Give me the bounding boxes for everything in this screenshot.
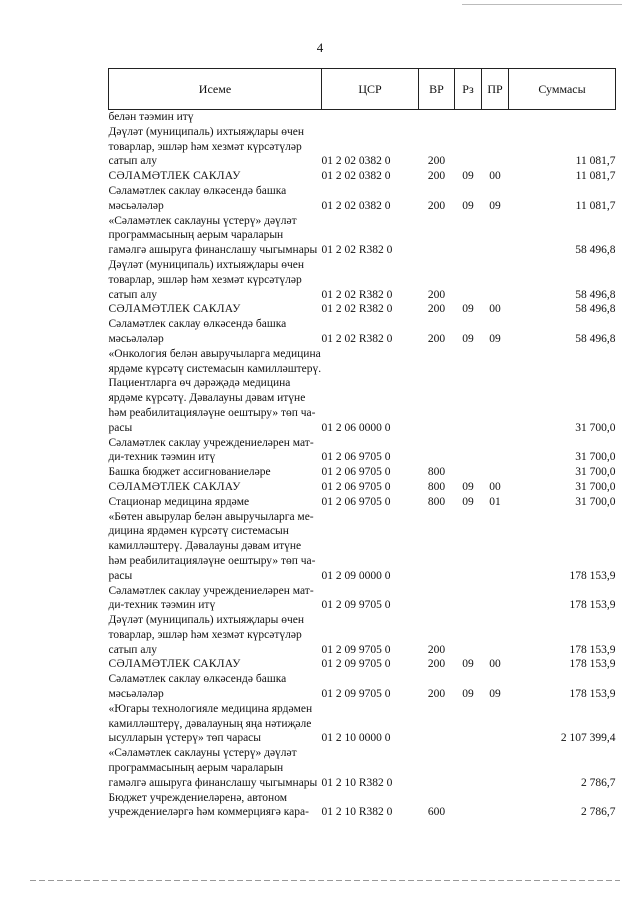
cell-vr: [419, 510, 455, 584]
cell-csr: 01 2 06 9705 0: [321, 466, 391, 479]
cell-pr: 00: [489, 303, 501, 316]
cell-pr: [482, 110, 509, 125]
cell-name: Сәламәтлек саклау учреждениеләрен мат- ди-техник тәэмин итү: [108, 436, 314, 464]
cell-rz: [455, 125, 482, 169]
cell-sum: 31 700,0: [575, 495, 616, 508]
table-row: [109, 584, 616, 614]
cell-vr: 200: [427, 155, 446, 168]
cell-pr: [482, 584, 509, 614]
table-row: [109, 125, 616, 169]
cell-name: Башка бюджет ассигнованиеләре: [108, 466, 271, 479]
cell-vr: 600: [427, 806, 446, 819]
table-body: [109, 110, 616, 821]
cell-pr: 09: [489, 199, 501, 212]
cell-sum: 11 081,7: [575, 155, 616, 168]
cell-sum: 31 700,0: [575, 421, 616, 434]
cell-name: Сәламәтлек саклау өлкәсендә башка мәсьәләләр: [108, 673, 287, 701]
cell-pr: [482, 613, 509, 657]
cell-vr: 200: [427, 332, 446, 345]
cell-sum: 2 107 399,4: [560, 732, 616, 745]
header-name: Исеме: [109, 69, 322, 110]
cell-vr: [419, 347, 455, 436]
cell-vr: 200: [427, 688, 446, 701]
cell-rz: [455, 613, 482, 657]
cell-rz: 09: [462, 332, 474, 345]
cell-rz: 09: [462, 303, 474, 316]
cell-rz: [455, 746, 482, 790]
cell-vr: 800: [427, 480, 446, 493]
cell-name: СӘЛАМӘТЛЕК САКЛАУ: [108, 303, 241, 316]
cell-rz: [455, 436, 482, 466]
cell-csr: 01 2 09 9705 0: [321, 643, 391, 656]
table-row: [109, 214, 616, 258]
cell-pr: [482, 436, 509, 466]
cell-csr: 01 2 09 9705 0: [321, 658, 391, 671]
cell-pr: [482, 258, 509, 302]
cell-pr: [482, 125, 509, 169]
cell-name: Бюджет учреждениеләренә, автоном учреждениеләргә һәм коммерциягә кара-: [108, 791, 309, 819]
table-row: [109, 317, 616, 347]
cell-vr: [419, 436, 455, 466]
cell-rz: 09: [462, 658, 474, 671]
cell-name: Дәүләт (муниципаль) ихтыяҗлары өчен товарлар, эшләр һәм хезмәт күрсәтүләр сатып алу: [108, 258, 305, 301]
cell-name: «Сәламәтлек саклауны үстерү» дәүләт программасының аерым чараларын гамәлгә ашыруга финанслашу чыгымнары: [108, 747, 318, 789]
cell-rz: [455, 110, 482, 125]
cell-sum: 2 786,7: [581, 776, 616, 789]
cell-csr: 01 2 09 0000 0: [321, 569, 391, 582]
cell-pr: 00: [489, 170, 501, 183]
table-row: [109, 480, 616, 495]
table-row: [109, 436, 616, 466]
cell-rz: 09: [462, 480, 474, 493]
cell-name: СӘЛАМӘТЛЕК САКЛАУ: [108, 170, 241, 183]
cell-csr: [322, 110, 419, 125]
cell-vr: [419, 214, 455, 258]
cell-sum: 11 081,7: [575, 170, 616, 183]
cell-vr: 200: [427, 658, 446, 671]
cell-pr: 09: [489, 332, 501, 345]
table-row: [109, 184, 616, 214]
cell-pr: [482, 214, 509, 258]
table-row: [109, 746, 616, 790]
cell-csr: 01 2 06 9705 0: [321, 480, 391, 493]
cell-pr: 01: [489, 495, 501, 508]
cell-csr: 01 2 06 9705 0: [321, 451, 391, 464]
cell-csr: 01 2 02 R382 0: [321, 288, 393, 301]
cell-vr: 200: [427, 199, 446, 212]
cell-name: Стационар медицина ярдәме: [108, 495, 250, 508]
cell-sum: 58 496,8: [575, 303, 616, 316]
cell-pr: [482, 347, 509, 436]
header-vr: ВР: [419, 69, 455, 110]
cell-rz: [455, 791, 482, 821]
cell-name: белән тәэмин итү: [108, 111, 194, 123]
cell-pr: 00: [489, 480, 501, 493]
cell-name: Дәүләт (муниципаль) ихтыяҗлары өчен товарлар, эшләр һәм хезмәт күрсәтүләр сатып алу: [108, 125, 305, 168]
cell-sum: 31 700,0: [575, 451, 616, 464]
cell-rz: [455, 347, 482, 436]
cell-rz: 09: [462, 688, 474, 701]
cell-csr: 01 2 10 R382 0: [321, 806, 393, 819]
cell-pr: 09: [489, 688, 501, 701]
cell-sum: 31 700,0: [575, 466, 616, 479]
cell-pr: [482, 465, 509, 480]
cell-name: «Югары технологияле медицина ярдәмен камилләштерү, дәвалауның яңа нәтиҗәле ысулларын үстерү» төп чарасы: [108, 702, 313, 745]
page-number: 4: [316, 40, 324, 55]
cell-sum: 58 496,8: [575, 244, 616, 257]
cell-name: «Сәламәтлек саклауны үстерү» дәүләт программасының аерым чараларын гамәлгә ашыруга финанслашу чыгымнары: [108, 214, 318, 257]
table-header-row: [109, 69, 616, 110]
cell-rz: [455, 258, 482, 302]
cell-sum: 11 081,7: [575, 199, 616, 212]
cell-csr: 01 2 09 9705 0: [321, 599, 391, 612]
cell-csr: 01 2 02 0382 0: [321, 199, 391, 212]
cell-name: «Онкология белән авыручыларга медицина ярдәме күрсәтү системасын камилләштерү. Пациентларга өч дәрәҗәдә медицина ярдәме күрсәтү. Дәвалауны дәвам итүне һәм реабилитацияләүне оештыру» төп ча- расы: [108, 347, 322, 434]
table-row: [109, 495, 616, 510]
cell-vr: 200: [427, 303, 446, 316]
cell-rz: [455, 465, 482, 480]
table-row: [109, 347, 616, 436]
cell-csr: 01 2 02 R382 0: [321, 244, 393, 257]
table-row: [109, 510, 616, 584]
cell-name: Дәүләт (муниципаль) ихтыяҗлары өчен товарлар, эшләр һәм хезмәт күрсәтүләр сатып алу: [108, 614, 305, 656]
cell-rz: 09: [462, 170, 474, 183]
cell-sum: [509, 110, 616, 125]
cell-vr: 800: [427, 466, 446, 479]
cell-sum: 178 153,9: [569, 643, 616, 656]
cell-sum: 2 786,7: [581, 806, 616, 819]
table-row: [109, 258, 616, 302]
cell-rz: [455, 584, 482, 614]
cell-sum: 58 496,8: [575, 288, 616, 301]
header-rz: Рз: [455, 69, 482, 110]
cell-name: Сәламәтлек саклау өлкәсендә башка мәсьәләләр: [108, 318, 287, 345]
table-row: [109, 169, 616, 184]
cell-name: Сәламәтлек саклау учреждениеләрен мат- ди-техник тәэмин итү: [108, 584, 314, 612]
table-row: [109, 657, 616, 672]
cell-sum: 178 153,9: [569, 658, 616, 671]
cell-sum: 58 496,8: [575, 332, 616, 345]
cell-vr: [419, 110, 455, 125]
header-pr: ПР: [482, 69, 509, 110]
cell-csr: 01 2 06 0000 0: [321, 421, 391, 434]
cell-vr: [419, 584, 455, 614]
cell-csr: 01 2 02 R382 0: [321, 303, 393, 316]
cell-rz: [455, 702, 482, 746]
cell-sum: 178 153,9: [569, 688, 616, 701]
cell-csr: 01 2 02 0382 0: [321, 155, 391, 168]
cell-csr: 01 2 10 0000 0: [321, 732, 391, 745]
cell-pr: [482, 702, 509, 746]
cell-rz: [455, 510, 482, 584]
table-row: [109, 465, 616, 480]
cell-name: СӘЛАМӘТЛЕК САКЛАУ: [108, 658, 241, 671]
cell-sum: 31 700,0: [575, 480, 616, 493]
table-row: [109, 702, 616, 746]
budget-table: [108, 68, 616, 820]
cell-pr: [482, 746, 509, 790]
cell-vr: 200: [427, 170, 446, 183]
cell-pr: [482, 510, 509, 584]
table-row: [109, 672, 616, 702]
cell-csr: 01 2 06 9705 0: [321, 495, 391, 508]
cell-csr: 01 2 10 R382 0: [321, 776, 393, 789]
cell-rz: [455, 214, 482, 258]
table-row: [109, 110, 616, 125]
cell-name: «Бөтен авырулар белән авыручыларга ме- дицина ярдәмен күрсәтү системасын камилләштерү. Дәвалауны дәвам итүне һәм реабилитацияләүне оештыру» төп ча- расы: [108, 510, 316, 582]
cell-pr: 00: [489, 658, 501, 671]
header-sum: Суммасы: [509, 69, 616, 110]
cell-vr: 200: [427, 643, 446, 656]
cell-rz: 09: [462, 495, 474, 508]
table-row: [109, 302, 616, 317]
cell-sum: 178 153,9: [569, 569, 616, 582]
cell-name: Сәламәтлек саклау өлкәсендә башка мәсьәләләр: [108, 184, 287, 212]
top-rule: [462, 4, 622, 5]
bottom-rule: [30, 880, 620, 881]
cell-csr: 01 2 09 9705 0: [321, 688, 391, 701]
cell-vr: [419, 746, 455, 790]
cell-csr: 01 2 02 0382 0: [321, 170, 391, 183]
cell-name: СӘЛАМӘТЛЕК САКЛАУ: [108, 480, 241, 493]
header-csr: ЦСР: [322, 69, 419, 110]
cell-sum: 178 153,9: [569, 599, 616, 612]
cell-vr: 200: [427, 288, 446, 301]
cell-csr: 01 2 02 R382 0: [321, 332, 393, 345]
cell-vr: 800: [427, 495, 446, 508]
cell-vr: [419, 702, 455, 746]
cell-rz: 09: [462, 199, 474, 212]
table-row: [109, 791, 616, 821]
table-row: [109, 613, 616, 657]
cell-pr: [482, 791, 509, 821]
